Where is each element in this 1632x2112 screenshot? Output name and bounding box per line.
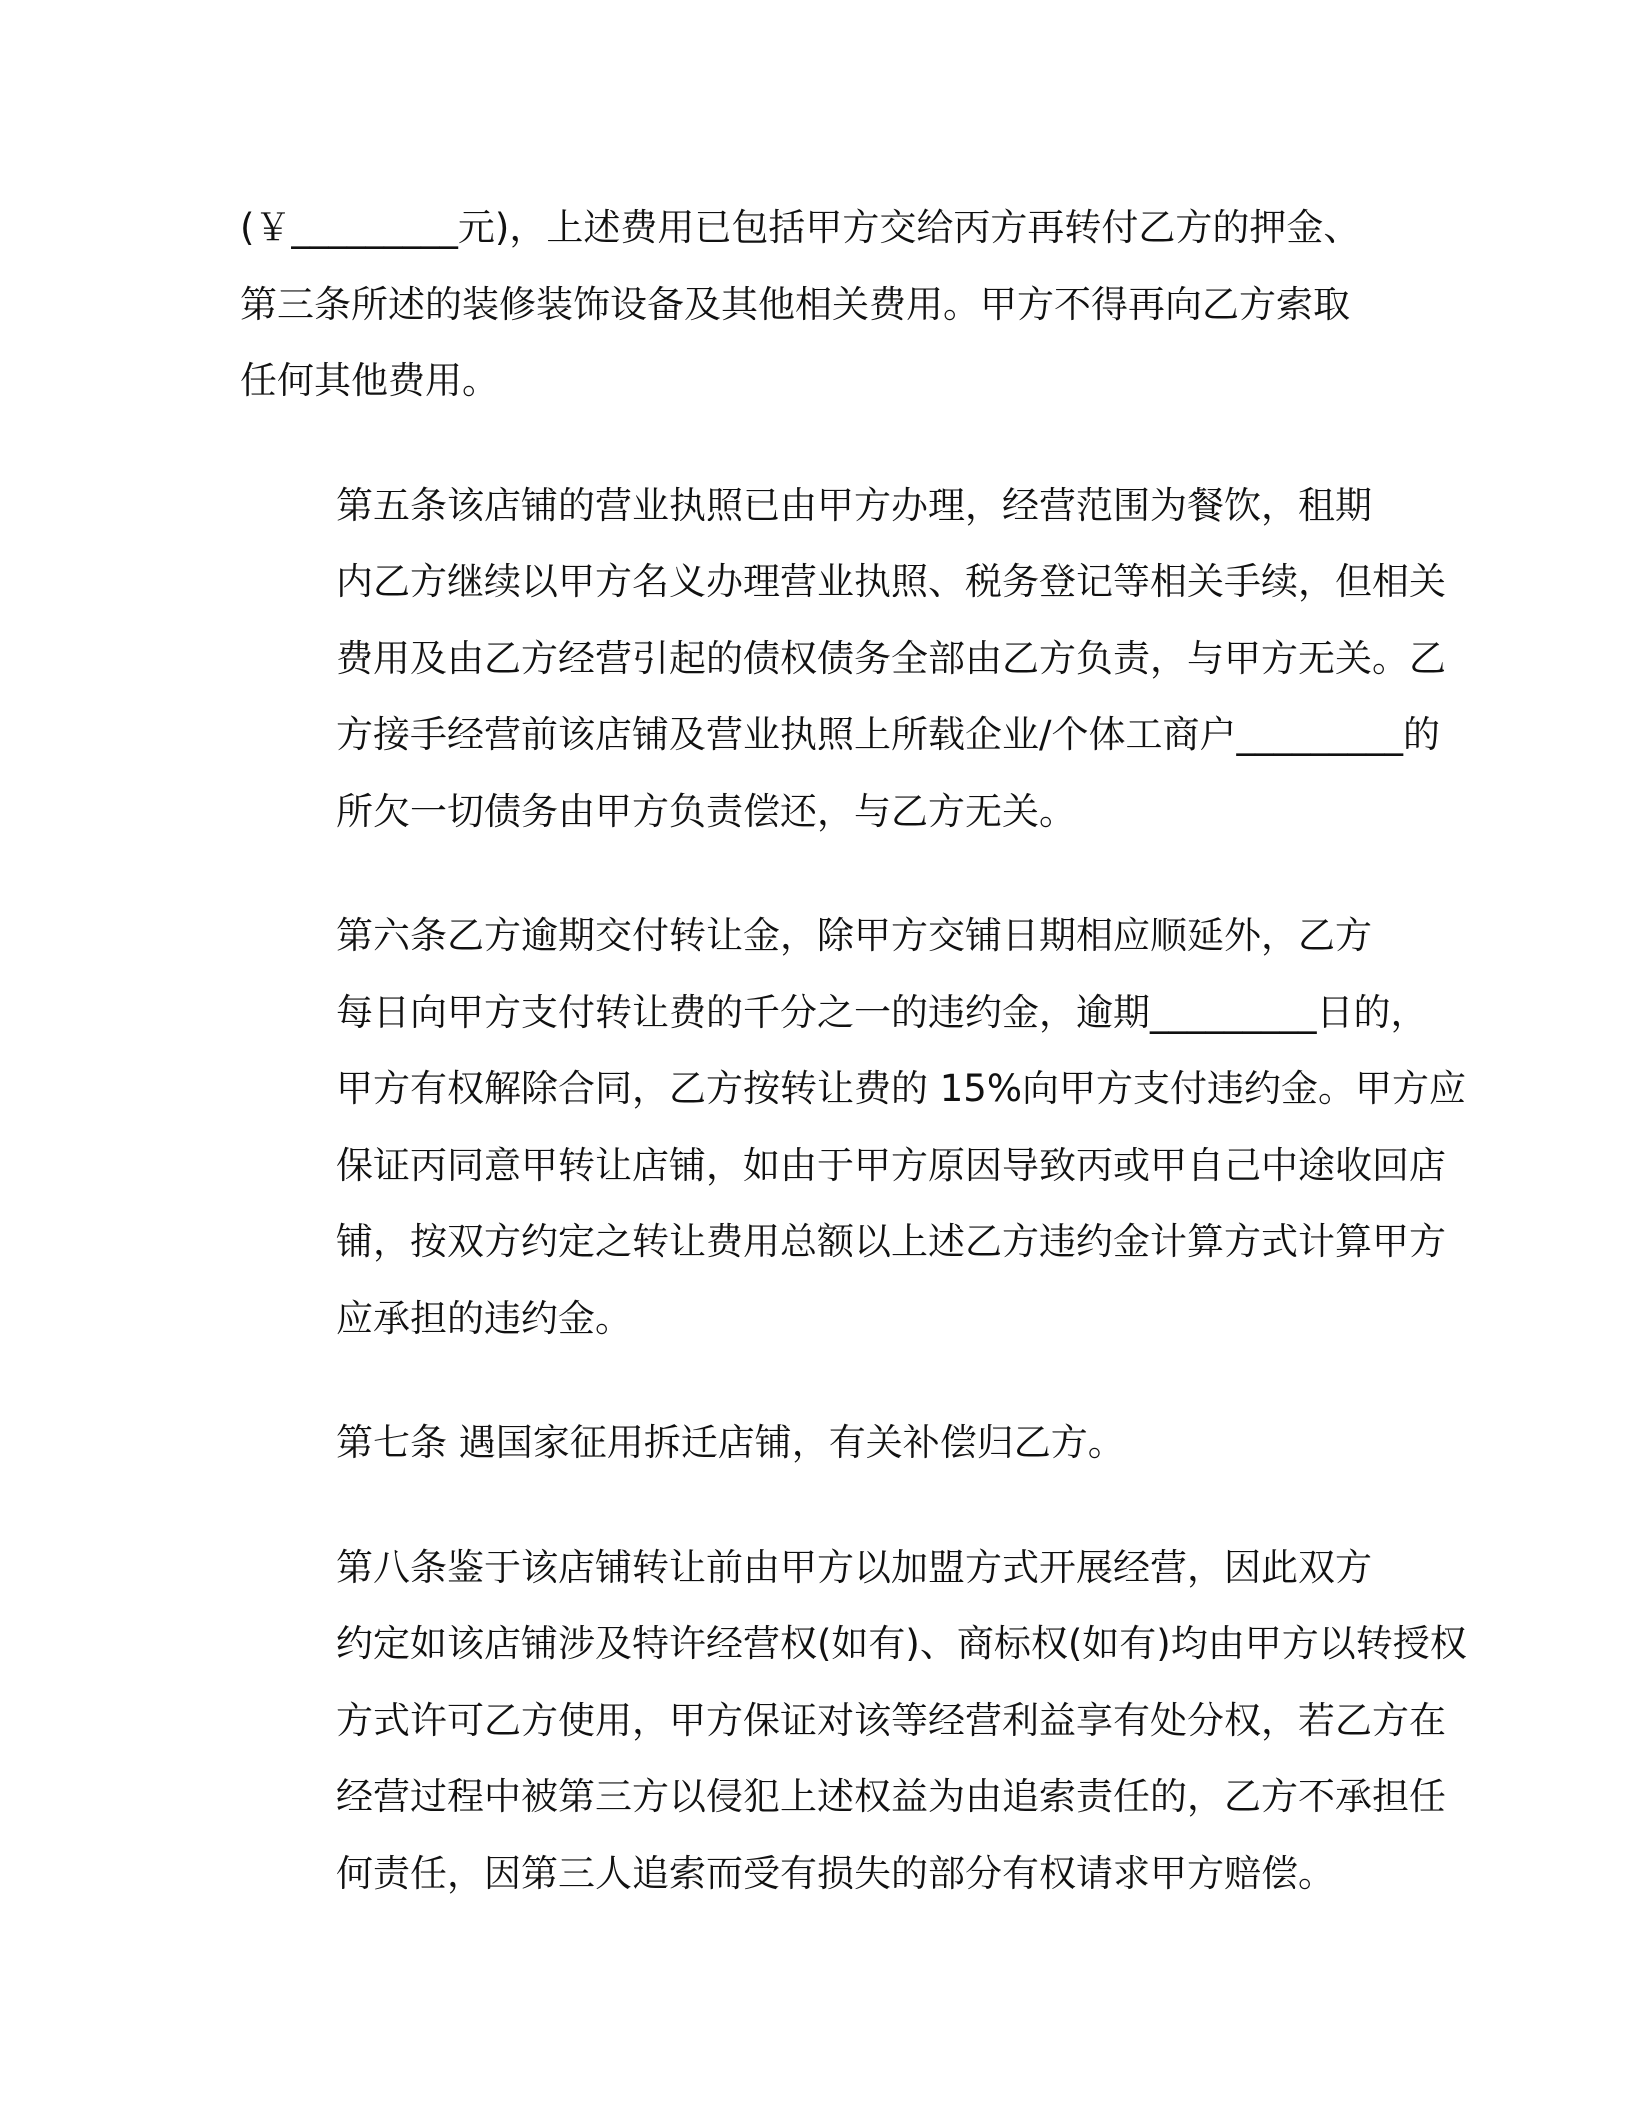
text-line: 第六条乙方逾期交付转让金，除甲方交铺日期相应顺延外，乙方	[336, 914, 1372, 957]
text-line: 何责任，因第三人追索而受有损失的部分有权请求甲方赔偿。	[336, 1851, 1335, 1895]
paragraph-clause-5	[240, 468, 1446, 851]
text-line: 第三条所述的装修装饰设备及其他相关费用。甲方不得再向乙方索取	[240, 282, 1350, 326]
text-line: 第八条鉴于该店铺转让前由甲方以加盟方式开展经营，因此双方	[336, 1545, 1372, 1589]
text-line: (￥_________元)，上述费用已包括甲方交给丙方再转付乙方的押金、	[240, 206, 1361, 249]
text-line: 铺，按双方约定之转让费用总额以上述乙方违约金计算方式计算甲方	[336, 1220, 1446, 1263]
text-line: 所欠一切债务由甲方负责偿还，与乙方无关。	[336, 789, 1076, 833]
text-line: 任何其他费用。	[240, 359, 499, 402]
paragraph-clause-7	[240, 1405, 1385, 1482]
text-line: 第五条该店铺的营业执照已由甲方办理，经营范围为餐饮，租期	[336, 483, 1372, 527]
text-line: 应承担的违约金。	[336, 1296, 632, 1340]
document-body	[240, 190, 1467, 1960]
text-line: 费用及由乙方经营引起的债权债务全部由乙方负责，与甲方无关。乙	[336, 636, 1446, 680]
text-line: 第七条 遇国家征用拆迁店铺，有关补偿归乙方。	[336, 1421, 1125, 1464]
text-line: 方接手经营前该店铺及营业执照上所载企业/个体工商户_________的	[336, 713, 1440, 756]
text-line: 甲方有权解除合同，乙方按转让费的 15%向甲方支付违约金。甲方应	[336, 1067, 1466, 1110]
paragraph-clause-4-continued	[240, 190, 1385, 420]
text-line: 内乙方继续以甲方名义办理营业执照、税务登记等相关手续，但相关	[336, 560, 1446, 603]
paragraph-clause-6	[240, 898, 1466, 1357]
text-line: 保证丙同意甲转让店铺，如由于甲方原因导致丙或甲自己中途收回店	[336, 1143, 1446, 1187]
paragraph-clause-8	[240, 1530, 1467, 1913]
text-line: 经营过程中被第三方以侵犯上述权益为由追索责任的，乙方不承担任	[336, 1775, 1446, 1818]
text-line: 每日向甲方支付转让费的千分之一的违约金，逾期_________日的，	[336, 990, 1428, 1034]
text-line: 约定如该店铺涉及特许经营权(如有)、商标权(如有)均由甲方以转授权	[336, 1622, 1467, 1665]
text-line: 方式许可乙方使用，甲方保证对该等经营利益享有处分权，若乙方在	[336, 1698, 1446, 1742]
